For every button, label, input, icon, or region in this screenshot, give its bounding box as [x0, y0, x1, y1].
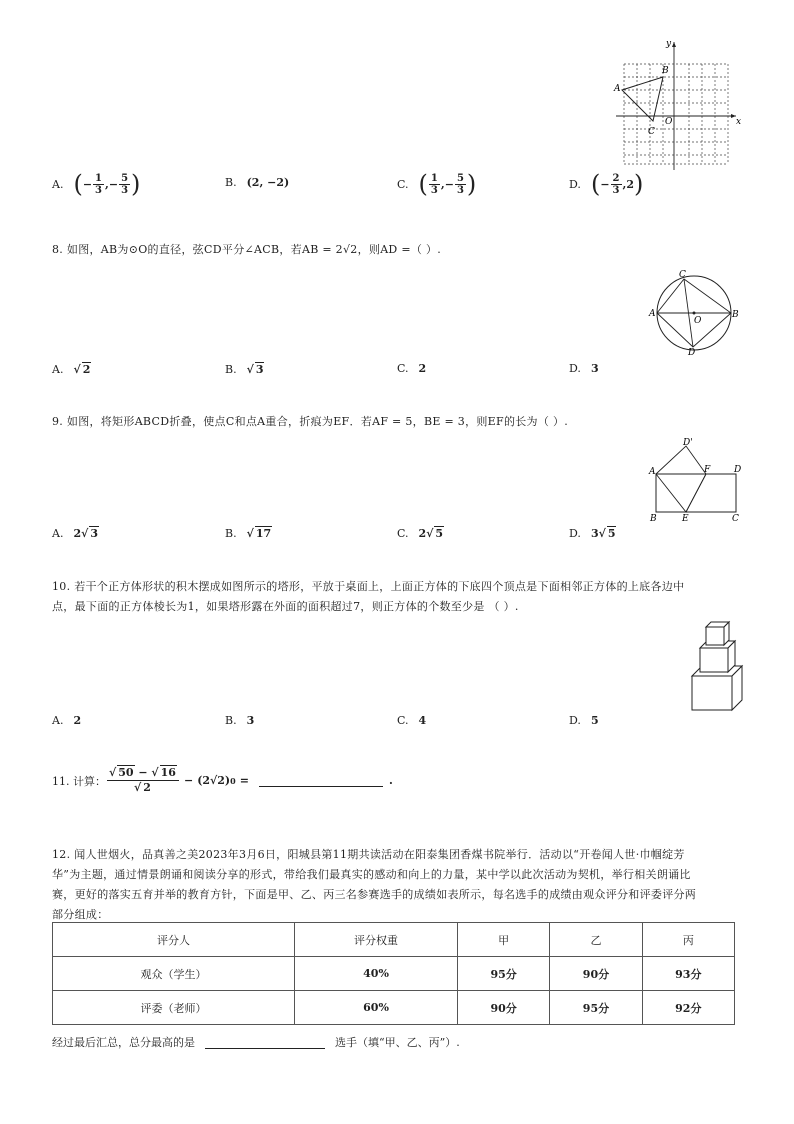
q7-grid-figure — [612, 36, 744, 174]
q10-option-c[interactable]: C. 4 — [397, 714, 427, 727]
q11-expression: 11. 计算： $\frac{√ 50 - √ 16}{√ 2}$ − (2√2) 0 = . — [52, 766, 393, 794]
q7-axis-x-label: x — [736, 117, 742, 127]
table-cell: 95分 — [550, 991, 642, 1025]
q9-option-b[interactable]: B. √ 17 — [225, 526, 272, 540]
q7-option-d[interactable]: D. ( − $\frac{2}{3}$ , 2 ) — [569, 170, 644, 198]
table-header-cell: 乙 — [550, 923, 642, 957]
q8-option-d[interactable]: D. 3 — [569, 362, 599, 375]
table-header-row — [53, 923, 735, 957]
q7-point-b: B — [662, 66, 669, 76]
q12-stem-line3: 赛，更好的落实五育并举的教育方针，下面是甲、乙、丙三名参赛选手的成绩如表所示，每名选手的成绩由观众评分和评委评分两 — [52, 888, 697, 901]
q7-axis-y-label: y — [666, 39, 672, 49]
q10-option-a[interactable]: A. 2 — [52, 714, 82, 727]
table-cell: 40% — [295, 957, 458, 991]
q9-option-a[interactable]: A. 2 √ 3 — [52, 526, 98, 540]
q8-option-c[interactable]: C. 2 — [397, 362, 427, 375]
q10-tower-figure — [688, 618, 746, 714]
table-cell: 观众（学生） — [53, 957, 295, 991]
q7-point-c: C — [648, 127, 655, 137]
q12-stem-line1: 12. 闻人世烟火，品真善之美2023年3月6日，阳城县第11期共读活动在阳泰集团香煤书院举行．活动以“开卷闻人世·巾帼绽芳 — [52, 848, 685, 861]
q9-point-f: F — [704, 465, 711, 475]
q9-stem: 9. 如图，将矩形ABCD折叠，使点C和点A重合，折痕为EF．若AF = 5，BE = 3，则EF的长为（ ）. — [52, 415, 569, 428]
q7-origin-label: O — [665, 117, 673, 127]
q8-point-c: C — [679, 270, 686, 280]
q8-option-b[interactable]: B. √ 3 — [225, 362, 264, 376]
q10-option-d[interactable]: D. 5 — [569, 714, 599, 727]
q12-stem-line4: 部分组成： — [52, 908, 109, 921]
q9-point-e: E — [682, 514, 689, 524]
table-header-cell: 评分人 — [53, 923, 295, 957]
q12-footer — [52, 1034, 460, 1050]
q8-option-a[interactable]: A. √ 2 — [52, 362, 91, 376]
q9-point-a: A — [649, 467, 656, 477]
q9-point-c: C — [732, 514, 739, 524]
q8-point-b: B — [732, 310, 739, 320]
q10-stem-line1: 10. 若干个正方体形状的积木摆成如图所示的塔形，平放于桌面上，上面正方体的下底四个顶点是下面相邻正方体的上底各边中 — [52, 580, 685, 593]
table-cell: 90分 — [550, 957, 642, 991]
q9-option-d[interactable]: D. 3 √ 5 — [569, 526, 616, 540]
table-header-cell: 丙 — [642, 923, 734, 957]
q7-point-a: A — [614, 84, 621, 94]
q8-point-d: D — [688, 348, 696, 358]
table-header-cell: 评分权重 — [295, 923, 458, 957]
table-cell: 90分 — [457, 991, 549, 1025]
q7-option-c[interactable]: C. ( $\frac{1}{3}$ , − $\frac{5}{3}$ ) — [397, 170, 477, 198]
q9-rectangle-figure — [646, 436, 746, 526]
table-cell: 93分 — [642, 957, 734, 991]
q8-circle-figure — [648, 268, 740, 358]
table-cell: 60% — [295, 991, 458, 1025]
q9-point-d: D — [734, 465, 742, 475]
q8-point-o: O — [694, 316, 702, 326]
q7-option-b[interactable]: B. (2, −2) — [225, 176, 290, 189]
table-row — [53, 991, 735, 1025]
q10-stem-line2: 点，最下面的正方体棱长为1，如果塔形露在外面的面积超过7，则正方体的个数至少是 （ ）. — [52, 600, 519, 613]
q9-point-b: B — [650, 514, 657, 524]
q10-option-b[interactable]: B. 3 — [225, 714, 255, 727]
q12-footer-text-b: 选手（填“甲、乙、丙”）. — [335, 1036, 460, 1049]
q12-stem-line2: 华”为主题，通过情景朗诵和阅读分享的形式，带给我们最真实的感动和向上的力量，某中学以此次活动为契机，举行相关朗诵比 — [52, 868, 691, 881]
q9-point-d-prime: D' — [683, 438, 693, 448]
q12-answer-blank[interactable] — [205, 1036, 325, 1049]
q9-option-c[interactable]: C. 2 √ 5 — [397, 526, 444, 540]
table-cell: 95分 — [457, 957, 549, 991]
q11-answer-blank[interactable] — [259, 774, 383, 787]
table-row — [53, 957, 735, 991]
q8-point-a: A — [649, 309, 656, 319]
q12-score-table — [52, 922, 735, 1025]
table-cell: 92分 — [642, 991, 734, 1025]
q12-footer-text-a: 经过最后汇总，总分最高的是 — [52, 1036, 195, 1049]
table-header-cell: 甲 — [457, 923, 549, 957]
q8-stem: 8. 如图，AB为⊙O的直径，弦CD平分∠ACB，若AB = 2√2，则AD =（ ）. — [52, 243, 442, 256]
q7-option-a[interactable]: A. ( − $\frac{1}{3}$ , − $\frac{5}{3}$ ) — [52, 170, 141, 198]
table-cell: 评委（老师） — [53, 991, 295, 1025]
